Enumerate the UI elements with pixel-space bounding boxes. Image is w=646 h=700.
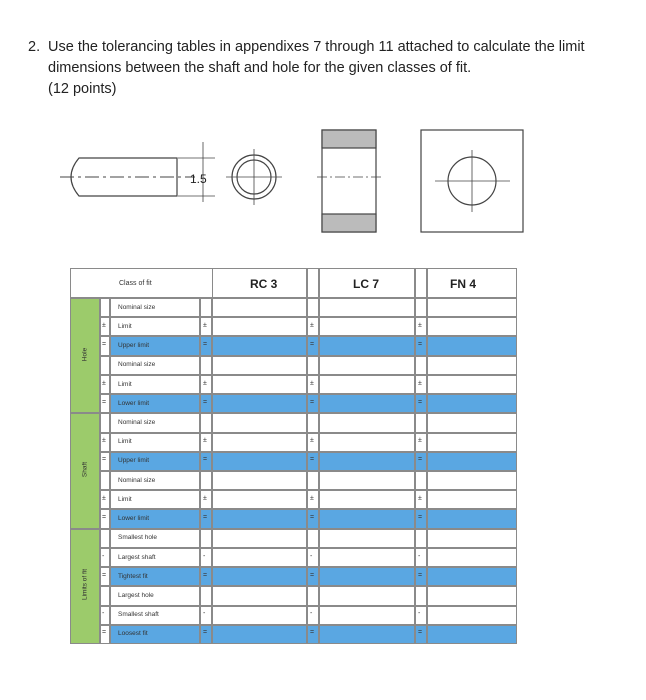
- value-cell: [427, 471, 517, 490]
- symbol-cell: [200, 586, 212, 605]
- symbol-cell: [415, 356, 427, 375]
- question-points: (12 points): [48, 81, 117, 97]
- row-symbol: =: [102, 341, 107, 349]
- column-symbol: ±: [203, 494, 207, 502]
- column-symbol: ±: [310, 437, 314, 445]
- value-cell: [319, 529, 415, 548]
- column-symbol: =: [418, 456, 423, 464]
- column-symbol: =: [203, 629, 208, 637]
- column-symbol: =: [310, 514, 315, 522]
- value-cell: [427, 606, 517, 625]
- symbol-cell: [415, 548, 427, 567]
- column-symbol: ±: [203, 321, 207, 329]
- value-cell: [319, 298, 415, 317]
- row-symbol: -: [102, 610, 105, 618]
- symbol-cell: [415, 298, 427, 317]
- dimension-label: 1.5: [190, 172, 207, 186]
- value-cell: [212, 548, 307, 567]
- symbol-cell: [307, 586, 319, 605]
- symbol-cell: [307, 529, 319, 548]
- sym-cell: [100, 529, 110, 548]
- symbol-cell: [200, 606, 212, 625]
- value-cell: [319, 509, 415, 528]
- symbol-cell: [307, 471, 319, 490]
- value-cell: [319, 375, 415, 394]
- row-symbol: =: [102, 571, 107, 579]
- value-cell: [319, 548, 415, 567]
- column-symbol: ±: [203, 379, 207, 387]
- row-label: Limit: [118, 438, 132, 446]
- value-cell: [319, 356, 415, 375]
- symbol-cell: [200, 298, 212, 317]
- hole-section-view: [317, 130, 381, 232]
- row-label: Lower limit: [118, 515, 150, 523]
- value-cell: [427, 433, 517, 452]
- row-symbol: =: [102, 514, 107, 522]
- sym-cell: [100, 471, 110, 490]
- row-label: Nominal size: [118, 418, 156, 426]
- value-cell: [427, 509, 517, 528]
- value-cell: [212, 298, 307, 317]
- column-symbol: -: [310, 610, 313, 618]
- hole-end-view: [421, 130, 523, 232]
- value-cell: [319, 625, 415, 644]
- column-symbol: =: [203, 514, 208, 522]
- value-cell: [427, 298, 517, 317]
- column-header-lc7: LC 7: [353, 277, 380, 291]
- value-cell: [212, 586, 307, 605]
- value-cell: [427, 625, 517, 644]
- column-symbol: =: [418, 571, 423, 579]
- value-cell: [427, 567, 517, 586]
- value-cell: [427, 356, 517, 375]
- value-cell: [319, 452, 415, 471]
- value-cell: [212, 529, 307, 548]
- value-cell: [319, 336, 415, 355]
- column-symbol: =: [310, 341, 315, 349]
- row-label: Smallest shaft: [118, 611, 159, 619]
- value-cell: [212, 490, 307, 509]
- column-header-fn4: FN 4: [450, 277, 477, 291]
- fit-table: [70, 268, 517, 644]
- column-header-rc3: RC 3: [250, 277, 278, 291]
- value-cell: [427, 317, 517, 336]
- row-symbol: ±: [102, 437, 106, 445]
- symbol-cell: [415, 529, 427, 548]
- symbol-cell: [307, 413, 319, 432]
- column-symbol: -: [310, 552, 313, 560]
- group-label: Hole: [81, 347, 89, 361]
- group-label: Limits of fit: [81, 569, 89, 601]
- sym-cell: [100, 413, 110, 432]
- column-symbol: =: [310, 629, 315, 637]
- row-label: Loosest fit: [118, 630, 148, 638]
- value-cell: [427, 529, 517, 548]
- column-symbol: =: [418, 629, 423, 637]
- row-label: Upper limit: [118, 457, 150, 465]
- sym-cell: [100, 356, 110, 375]
- column-symbol: ±: [418, 321, 422, 329]
- column-symbol: =: [203, 456, 208, 464]
- value-cell: [427, 452, 517, 471]
- value-cell: [212, 413, 307, 432]
- column-symbol: ±: [310, 321, 314, 329]
- value-cell: [319, 471, 415, 490]
- header-cell: [415, 268, 427, 298]
- symbol-cell: [415, 413, 427, 432]
- column-symbol: =: [203, 341, 208, 349]
- symbol-cell: [200, 413, 212, 432]
- row-symbol: ±: [102, 321, 106, 329]
- row-label: Tightest fit: [118, 572, 148, 580]
- column-symbol: -: [203, 610, 206, 618]
- value-cell: [212, 317, 307, 336]
- value-cell: [319, 606, 415, 625]
- value-cell: [212, 356, 307, 375]
- column-symbol: ±: [418, 437, 422, 445]
- value-cell: [212, 606, 307, 625]
- row-label: Limit: [118, 322, 132, 330]
- value-cell: [427, 336, 517, 355]
- symbol-cell: [200, 471, 212, 490]
- value-cell: [212, 625, 307, 644]
- row-label: Largest shaft: [118, 553, 156, 561]
- row-symbol: -: [102, 552, 105, 560]
- value-cell: [319, 394, 415, 413]
- column-symbol: -: [418, 552, 421, 560]
- row-symbol: ±: [102, 379, 106, 387]
- symbol-cell: [307, 298, 319, 317]
- symbol-cell: [415, 471, 427, 490]
- row-label: Largest hole: [118, 591, 154, 599]
- value-cell: [427, 490, 517, 509]
- row-symbol: =: [102, 456, 107, 464]
- header-cell: [307, 268, 319, 298]
- column-symbol: ±: [203, 437, 207, 445]
- column-symbol: =: [203, 571, 208, 579]
- shaft-end-view: [226, 149, 282, 205]
- value-cell: [212, 509, 307, 528]
- group-label: Shaft: [81, 461, 89, 478]
- column-symbol: ±: [310, 494, 314, 502]
- value-cell: [427, 586, 517, 605]
- row-symbol: =: [102, 398, 107, 406]
- column-symbol: -: [418, 610, 421, 618]
- value-cell: [427, 375, 517, 394]
- row-label: Nominal size: [118, 361, 156, 369]
- value-cell: [319, 413, 415, 432]
- row-label: Limit: [118, 380, 132, 388]
- symbol-cell: [200, 548, 212, 567]
- symbol-cell: [307, 356, 319, 375]
- question-number: 2.: [28, 39, 41, 55]
- corner-label: Class of fit: [119, 280, 152, 287]
- technical-drawings: [55, 122, 555, 237]
- column-symbol: ±: [310, 379, 314, 387]
- row-label: Lower limit: [118, 399, 150, 407]
- value-cell: [427, 394, 517, 413]
- value-cell: [212, 452, 307, 471]
- symbol-cell: [307, 548, 319, 567]
- column-symbol: =: [418, 341, 423, 349]
- row-label: Nominal size: [118, 476, 156, 484]
- column-symbol: -: [203, 552, 206, 560]
- symbol-cell: [200, 356, 212, 375]
- value-cell: [427, 548, 517, 567]
- value-cell: [212, 375, 307, 394]
- symbol-cell: [200, 529, 212, 548]
- row-label: Limit: [118, 495, 132, 503]
- value-cell: [212, 471, 307, 490]
- symbol-cell: [415, 586, 427, 605]
- value-cell: [427, 413, 517, 432]
- column-symbol: ±: [418, 494, 422, 502]
- row-symbol: =: [102, 629, 107, 637]
- value-cell: [212, 567, 307, 586]
- row-label: Upper limit: [118, 342, 150, 350]
- value-cell: [212, 394, 307, 413]
- column-symbol: =: [203, 398, 208, 406]
- value-cell: [319, 490, 415, 509]
- column-symbol: =: [418, 514, 423, 522]
- value-cell: [319, 433, 415, 452]
- sym-cell: [100, 586, 110, 605]
- column-symbol: =: [418, 398, 423, 406]
- column-symbol: =: [310, 571, 315, 579]
- sym-cell: [100, 298, 110, 317]
- column-symbol: ±: [418, 379, 422, 387]
- value-cell: [319, 567, 415, 586]
- value-cell: [212, 433, 307, 452]
- question-text: Use the tolerancing tables in appendixes 7 through 11 attached to calculate the limit dimensions between the shaft and hole for the given classes of fit.: [48, 39, 585, 76]
- column-symbol: =: [310, 398, 315, 406]
- value-cell: [319, 317, 415, 336]
- row-symbol: ±: [102, 494, 106, 502]
- symbol-cell: [415, 606, 427, 625]
- symbol-cell: [307, 606, 319, 625]
- row-label: Smallest hole: [118, 534, 158, 542]
- column-symbol: =: [310, 456, 315, 464]
- row-label: Nominal size: [118, 303, 156, 311]
- value-cell: [212, 336, 307, 355]
- value-cell: [319, 586, 415, 605]
